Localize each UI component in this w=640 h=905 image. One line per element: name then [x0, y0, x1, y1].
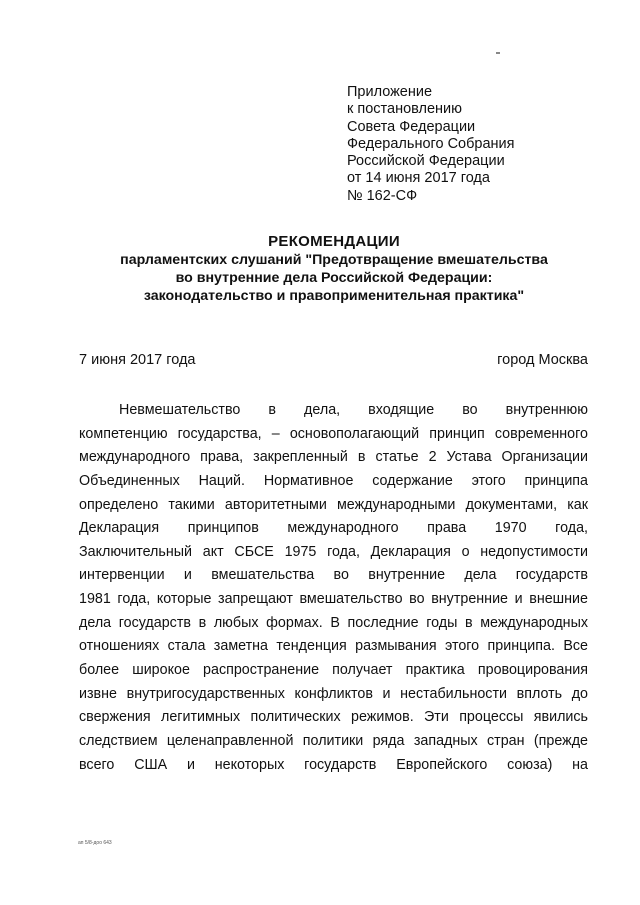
annex-line: Совета Федерации	[347, 118, 476, 135]
body-line: Декларация принципов международного права 1970 года,	[79, 520, 588, 537]
annex-line: к постановлению	[347, 101, 463, 118]
document-date: 7 июня 2017 года	[79, 352, 196, 368]
annex-line: Приложение	[347, 84, 433, 100]
annex-line: Российской Федерации	[347, 153, 505, 170]
annex-line: Федерального Собрания	[347, 135, 515, 152]
body-line: следствием целенаправленной политики ряда западных стран (прежде	[79, 732, 588, 749]
body-line: извне внутригосударственных конфликтов и нестабильности вплоть до	[79, 685, 588, 702]
body-line: компетенцию государства, – основополагающий принцип современного	[79, 425, 588, 442]
document-title-block	[70, 233, 598, 305]
document-city: город Москва	[497, 352, 588, 368]
body-line: 1981 года, которые запрещают вмешательство во внутренние и внешние	[79, 591, 588, 608]
annex-line: № 162-СФ	[347, 187, 418, 204]
footer-code: ап 5/8-доо 643	[78, 840, 112, 846]
body-line: интервенции и вмешательства во внутренние дела государств	[79, 567, 588, 584]
scan-artifact	[496, 52, 500, 54]
body-line: Заключительный акт СБСЕ 1975 года, Декларация о недопустимости	[79, 543, 588, 560]
body-line: международного права, закрепленный в статье 2 Устава Организации	[79, 449, 588, 466]
document-title: РЕКОМЕНДАЦИИ	[268, 233, 400, 250]
body-line: определено такими авторитетными международными документами, как	[79, 496, 588, 513]
annex-block	[347, 84, 515, 205]
body-line: Невмешательство в дела, входящие во внутреннюю	[119, 402, 588, 418]
annex-line: от 14 июня 2017 года	[347, 170, 490, 187]
body-line: более широкое распространение получает практика провоцирования	[79, 662, 588, 679]
body-line: всего США и некоторых государств Европейского союза) на	[79, 756, 588, 773]
document-subtitle-line: законодательство и правоприменительная практика"	[143, 288, 525, 304]
document-subtitle-line: во внутренние дела Российской Федерации:	[175, 270, 493, 286]
document-subtitle-line: парламентских слушаний "Предотвращение вмешательства	[120, 252, 548, 268]
body-paragraph	[79, 399, 588, 777]
body-line: Объединенных Наций. Нормативное содержание этого принципа	[79, 472, 588, 489]
body-line: дела государств в любых формах. В последние годы в международных	[79, 614, 588, 631]
body-line: отношениях стала заметна тенденция размывания этого принципа. Все	[79, 638, 588, 655]
body-line: свержения легитимных политических режимов. Эти процессы явились	[79, 709, 588, 726]
